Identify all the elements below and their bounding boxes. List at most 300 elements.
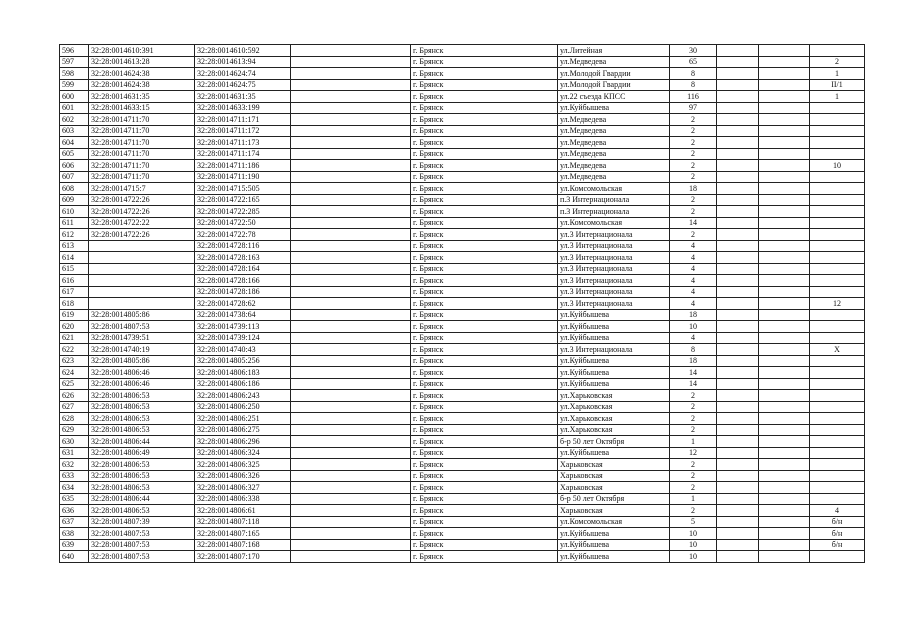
table-row: [60, 286, 865, 298]
apartment-cell: [810, 482, 865, 494]
empty-cell: [717, 194, 759, 206]
empty-cell: [291, 355, 411, 367]
apartment-cell: [810, 378, 865, 390]
row-number: 637: [60, 516, 89, 528]
table-row: [60, 424, 865, 436]
city-cell: г. Брянск: [411, 160, 558, 172]
city-cell: г. Брянск: [411, 493, 558, 505]
parcel-cadastral-number: 32:28:0014806:49: [89, 447, 195, 459]
table-row: [60, 194, 865, 206]
street-cell: ул.Комсомольская: [558, 217, 670, 229]
table-row: [60, 390, 865, 402]
object-cadastral-number: 32:28:0014722:50: [195, 217, 291, 229]
house-number-cell: 2: [670, 482, 717, 494]
street-cell: ул.Харьковская: [558, 424, 670, 436]
object-cadastral-number: 32:28:0014711:190: [195, 171, 291, 183]
empty-cell: [717, 275, 759, 287]
empty-cell: [717, 286, 759, 298]
object-cadastral-number: 32:28:0014715:505: [195, 183, 291, 195]
table-row: [60, 114, 865, 126]
street-cell: ул.Комсомольская: [558, 516, 670, 528]
city-cell: г. Брянск: [411, 171, 558, 183]
empty-cell: [717, 459, 759, 471]
row-number: 628: [60, 413, 89, 425]
empty-cell: [759, 459, 810, 471]
apartment-cell: б/н: [810, 539, 865, 551]
empty-cell: [291, 332, 411, 344]
empty-cell: [717, 482, 759, 494]
object-cadastral-number: 32:28:0014806:338: [195, 493, 291, 505]
empty-cell: [291, 148, 411, 160]
empty-cell: [717, 217, 759, 229]
object-cadastral-number: 32:28:0014806:250: [195, 401, 291, 413]
house-number-cell: 18: [670, 309, 717, 321]
house-number-cell: 2: [670, 470, 717, 482]
empty-cell: [759, 137, 810, 149]
apartment-cell: [810, 45, 865, 57]
table-row: [60, 229, 865, 241]
house-number-cell: 10: [670, 321, 717, 333]
parcel-cadastral-number: [89, 275, 195, 287]
empty-cell: [291, 91, 411, 103]
house-number-cell: 10: [670, 551, 717, 563]
empty-cell: [291, 206, 411, 218]
row-number: 607: [60, 171, 89, 183]
city-cell: г. Брянск: [411, 217, 558, 229]
table-row: [60, 436, 865, 448]
empty-cell: [291, 229, 411, 241]
empty-cell: [291, 217, 411, 229]
object-cadastral-number: 32:28:0014806:183: [195, 367, 291, 379]
parcel-cadastral-number: 32:28:0014633:15: [89, 102, 195, 114]
table-row: [60, 45, 865, 57]
empty-cell: [291, 321, 411, 333]
empty-cell: [291, 470, 411, 482]
city-cell: г. Брянск: [411, 516, 558, 528]
city-cell: г. Брянск: [411, 321, 558, 333]
parcel-cadastral-number: 32:28:0014711:70: [89, 160, 195, 172]
house-number-cell: 97: [670, 102, 717, 114]
apartment-cell: X: [810, 344, 865, 356]
parcel-cadastral-number: 32:28:0014806:53: [89, 424, 195, 436]
object-cadastral-number: 32:28:0014740:43: [195, 344, 291, 356]
empty-cell: [759, 263, 810, 275]
street-cell: ул.Медведева: [558, 148, 670, 160]
empty-cell: [759, 551, 810, 563]
apartment-cell: [810, 125, 865, 137]
empty-cell: [291, 539, 411, 551]
row-number: 613: [60, 240, 89, 252]
table-row: [60, 68, 865, 80]
house-number-cell: 5: [670, 516, 717, 528]
parcel-cadastral-number: 32:28:0014610:391: [89, 45, 195, 57]
apartment-cell: [810, 206, 865, 218]
empty-cell: [759, 125, 810, 137]
empty-cell: [291, 551, 411, 563]
empty-cell: [717, 114, 759, 126]
street-cell: ул.Литейная: [558, 45, 670, 57]
parcel-cadastral-number: 32:28:0014807:39: [89, 516, 195, 528]
table-row: [60, 516, 865, 528]
apartment-cell: [810, 148, 865, 160]
apartment-cell: [810, 321, 865, 333]
table-row: [60, 482, 865, 494]
object-cadastral-number: 32:28:0014624:74: [195, 68, 291, 80]
object-cadastral-number: 32:28:0014806:325: [195, 459, 291, 471]
street-cell: ул.Медведева: [558, 137, 670, 149]
empty-cell: [717, 470, 759, 482]
apartment-cell: [810, 436, 865, 448]
street-cell: ул.Медведева: [558, 171, 670, 183]
house-number-cell: 2: [670, 194, 717, 206]
empty-cell: [759, 493, 810, 505]
empty-cell: [717, 424, 759, 436]
object-cadastral-number: 32:28:0014728:116: [195, 240, 291, 252]
object-cadastral-number: 32:28:0014807:168: [195, 539, 291, 551]
street-cell: б-р 50 лет Октября: [558, 493, 670, 505]
object-cadastral-number: 32:28:0014711:171: [195, 114, 291, 126]
street-cell: Харьковская: [558, 482, 670, 494]
empty-cell: [759, 160, 810, 172]
apartment-cell: б/н: [810, 516, 865, 528]
parcel-cadastral-number: 32:28:0014711:70: [89, 137, 195, 149]
city-cell: г. Брянск: [411, 424, 558, 436]
street-cell: ул.3 Интернационала: [558, 286, 670, 298]
parcel-cadastral-number: 32:28:0014722:26: [89, 206, 195, 218]
parcel-cadastral-number: 32:28:0014624:38: [89, 79, 195, 91]
apartment-cell: [810, 447, 865, 459]
apartment-cell: [810, 551, 865, 563]
house-number-cell: 18: [670, 355, 717, 367]
apartment-cell: 1: [810, 91, 865, 103]
empty-cell: [717, 493, 759, 505]
city-cell: г. Брянск: [411, 229, 558, 241]
empty-cell: [759, 68, 810, 80]
house-number-cell: 8: [670, 344, 717, 356]
table-row: [60, 401, 865, 413]
empty-cell: [759, 344, 810, 356]
row-number: 619: [60, 309, 89, 321]
empty-cell: [759, 206, 810, 218]
street-cell: п.3 Интернационала: [558, 206, 670, 218]
parcel-cadastral-number: 32:28:0014806:44: [89, 436, 195, 448]
row-number: 635: [60, 493, 89, 505]
table-row: [60, 539, 865, 551]
house-number-cell: 2: [670, 114, 717, 126]
apartment-cell: [810, 137, 865, 149]
table-row: [60, 263, 865, 275]
apartment-cell: [810, 367, 865, 379]
city-cell: г. Брянск: [411, 275, 558, 287]
table-row: [60, 206, 865, 218]
empty-cell: [759, 114, 810, 126]
row-number: 616: [60, 275, 89, 287]
empty-cell: [759, 56, 810, 68]
parcel-cadastral-number: [89, 240, 195, 252]
apartment-cell: [810, 171, 865, 183]
empty-cell: [291, 390, 411, 402]
street-cell: Харьковская: [558, 459, 670, 471]
city-cell: г. Брянск: [411, 470, 558, 482]
street-cell: ул.3 Интернационала: [558, 344, 670, 356]
row-number: 612: [60, 229, 89, 241]
house-number-cell: 2: [670, 459, 717, 471]
apartment-cell: [810, 309, 865, 321]
empty-cell: [717, 390, 759, 402]
empty-cell: [759, 367, 810, 379]
table-row: [60, 160, 865, 172]
apartment-cell: б/н: [810, 528, 865, 540]
empty-cell: [717, 240, 759, 252]
empty-cell: [717, 355, 759, 367]
row-number: 630: [60, 436, 89, 448]
parcel-cadastral-number: 32:28:0014806:53: [89, 401, 195, 413]
empty-cell: [717, 171, 759, 183]
empty-cell: [759, 275, 810, 287]
object-cadastral-number: 32:28:0014728:163: [195, 252, 291, 264]
table-row: [60, 332, 865, 344]
row-number: 625: [60, 378, 89, 390]
street-cell: ул.Медведева: [558, 160, 670, 172]
apartment-cell: 4: [810, 505, 865, 517]
street-cell: ул.Медведева: [558, 125, 670, 137]
city-cell: г. Брянск: [411, 505, 558, 517]
street-cell: ул.22 съезда КПСС: [558, 91, 670, 103]
empty-cell: [717, 551, 759, 563]
street-cell: ул.Куйбышева: [558, 355, 670, 367]
table-row: [60, 470, 865, 482]
empty-cell: [291, 367, 411, 379]
empty-cell: [759, 298, 810, 310]
object-cadastral-number: 32:28:0014806:243: [195, 390, 291, 402]
empty-cell: [291, 114, 411, 126]
empty-cell: [291, 68, 411, 80]
row-number: 604: [60, 137, 89, 149]
table-row: [60, 275, 865, 287]
street-cell: ул.Куйбышева: [558, 367, 670, 379]
empty-cell: [717, 56, 759, 68]
table-row: [60, 217, 865, 229]
city-cell: г. Брянск: [411, 344, 558, 356]
empty-cell: [759, 45, 810, 57]
object-cadastral-number: 32:28:0014806:326: [195, 470, 291, 482]
empty-cell: [291, 252, 411, 264]
empty-cell: [717, 332, 759, 344]
apartment-cell: [810, 252, 865, 264]
empty-cell: [291, 102, 411, 114]
empty-cell: [291, 298, 411, 310]
table-row: [60, 378, 865, 390]
object-cadastral-number: 32:28:0014807:165: [195, 528, 291, 540]
street-cell: ул.Медведева: [558, 56, 670, 68]
house-number-cell: 2: [670, 148, 717, 160]
city-cell: г. Брянск: [411, 367, 558, 379]
street-cell: ул.Комсомольская: [558, 183, 670, 195]
table-row: [60, 56, 865, 68]
city-cell: г. Брянск: [411, 263, 558, 275]
parcel-cadastral-number: 32:28:0014805:86: [89, 309, 195, 321]
table-row: [60, 298, 865, 310]
empty-cell: [759, 482, 810, 494]
street-cell: ул.Куйбышева: [558, 309, 670, 321]
city-cell: г. Брянск: [411, 194, 558, 206]
empty-cell: [759, 148, 810, 160]
city-cell: г. Брянск: [411, 45, 558, 57]
row-number: 611: [60, 217, 89, 229]
table-row: [60, 171, 865, 183]
house-number-cell: 14: [670, 367, 717, 379]
apartment-cell: [810, 194, 865, 206]
apartment-cell: 1: [810, 68, 865, 80]
empty-cell: [759, 321, 810, 333]
empty-cell: [717, 148, 759, 160]
city-cell: г. Брянск: [411, 390, 558, 402]
table-row: [60, 137, 865, 149]
house-number-cell: 2: [670, 505, 717, 517]
parcel-cadastral-number: 32:28:0014624:38: [89, 68, 195, 80]
apartment-cell: [810, 413, 865, 425]
empty-cell: [717, 102, 759, 114]
empty-cell: [759, 401, 810, 413]
row-number: 609: [60, 194, 89, 206]
city-cell: г. Брянск: [411, 436, 558, 448]
row-number: 618: [60, 298, 89, 310]
street-cell: п.3 Интернационала: [558, 194, 670, 206]
empty-cell: [717, 263, 759, 275]
table-row: [60, 309, 865, 321]
parcel-cadastral-number: 32:28:0014631:35: [89, 91, 195, 103]
table-row: [60, 447, 865, 459]
table-row: [60, 551, 865, 563]
empty-cell: [717, 252, 759, 264]
house-number-cell: 8: [670, 79, 717, 91]
row-number: 631: [60, 447, 89, 459]
street-cell: Харьковская: [558, 505, 670, 517]
empty-cell: [291, 378, 411, 390]
parcel-cadastral-number: 32:28:0014806:53: [89, 459, 195, 471]
empty-cell: [759, 309, 810, 321]
row-number: 638: [60, 528, 89, 540]
parcel-cadastral-number: 32:28:0014739:51: [89, 332, 195, 344]
object-cadastral-number: 32:28:0014739:124: [195, 332, 291, 344]
empty-cell: [717, 183, 759, 195]
street-cell: ул.Харьковская: [558, 401, 670, 413]
empty-cell: [759, 378, 810, 390]
empty-cell: [759, 79, 810, 91]
house-number-cell: 30: [670, 45, 717, 57]
empty-cell: [759, 332, 810, 344]
empty-cell: [717, 528, 759, 540]
parcel-cadastral-number: 32:28:0014711:70: [89, 148, 195, 160]
empty-cell: [291, 275, 411, 287]
apartment-cell: [810, 229, 865, 241]
empty-cell: [291, 344, 411, 356]
street-cell: ул.3 Интернационала: [558, 275, 670, 287]
row-number: 622: [60, 344, 89, 356]
house-number-cell: 14: [670, 217, 717, 229]
registry-table-body: [60, 45, 865, 563]
parcel-cadastral-number: 32:28:0014722:26: [89, 194, 195, 206]
empty-cell: [717, 45, 759, 57]
street-cell: ул.Медведева: [558, 114, 670, 126]
empty-cell: [291, 401, 411, 413]
house-number-cell: 10: [670, 528, 717, 540]
empty-cell: [759, 516, 810, 528]
city-cell: г. Брянск: [411, 102, 558, 114]
row-number: 615: [60, 263, 89, 275]
object-cadastral-number: 32:28:0014631:35: [195, 91, 291, 103]
row-number: 601: [60, 102, 89, 114]
empty-cell: [759, 470, 810, 482]
parcel-cadastral-number: 32:28:0014740:19: [89, 344, 195, 356]
street-cell: ул.Куйбышева: [558, 321, 670, 333]
object-cadastral-number: 32:28:0014613:94: [195, 56, 291, 68]
object-cadastral-number: 32:28:0014610:592: [195, 45, 291, 57]
row-number: 597: [60, 56, 89, 68]
house-number-cell: 2: [670, 160, 717, 172]
table-row: [60, 252, 865, 264]
parcel-cadastral-number: 32:28:0014806:46: [89, 378, 195, 390]
empty-cell: [291, 424, 411, 436]
city-cell: г. Брянск: [411, 332, 558, 344]
object-cadastral-number: 32:28:0014624:75: [195, 79, 291, 91]
table-row: [60, 125, 865, 137]
row-number: 640: [60, 551, 89, 563]
street-cell: ул.Куйбышева: [558, 332, 670, 344]
row-number: 608: [60, 183, 89, 195]
row-number: 599: [60, 79, 89, 91]
parcel-cadastral-number: 32:28:0014806:53: [89, 482, 195, 494]
street-cell: ул.Харьковская: [558, 413, 670, 425]
parcel-cadastral-number: [89, 252, 195, 264]
empty-cell: [759, 91, 810, 103]
empty-cell: [291, 183, 411, 195]
empty-cell: [291, 45, 411, 57]
parcel-cadastral-number: 32:28:0014806:53: [89, 390, 195, 402]
parcel-cadastral-number: 32:28:0014613:28: [89, 56, 195, 68]
parcel-cadastral-number: 32:28:0014711:70: [89, 171, 195, 183]
empty-cell: [759, 171, 810, 183]
parcel-cadastral-number: [89, 263, 195, 275]
city-cell: г. Брянск: [411, 125, 558, 137]
object-cadastral-number: 32:28:0014806:327: [195, 482, 291, 494]
empty-cell: [291, 56, 411, 68]
empty-cell: [759, 447, 810, 459]
empty-cell: [717, 367, 759, 379]
parcel-cadastral-number: 32:28:0014807:53: [89, 321, 195, 333]
object-cadastral-number: 32:28:0014711:174: [195, 148, 291, 160]
city-cell: г. Брянск: [411, 401, 558, 413]
object-cadastral-number: 32:28:0014722:285: [195, 206, 291, 218]
empty-cell: [717, 206, 759, 218]
parcel-cadastral-number: 32:28:0014806:53: [89, 505, 195, 517]
parcel-cadastral-number: [89, 286, 195, 298]
parcel-cadastral-number: [89, 298, 195, 310]
empty-cell: [717, 344, 759, 356]
apartment-cell: [810, 401, 865, 413]
house-number-cell: 12: [670, 447, 717, 459]
table-row: [60, 528, 865, 540]
city-cell: г. Брянск: [411, 240, 558, 252]
object-cadastral-number: 32:28:0014806:61: [195, 505, 291, 517]
empty-cell: [759, 355, 810, 367]
parcel-cadastral-number: 32:28:0014722:26: [89, 229, 195, 241]
street-cell: ул.Молодой Гвардии: [558, 79, 670, 91]
city-cell: г. Брянск: [411, 252, 558, 264]
apartment-cell: [810, 459, 865, 471]
object-cadastral-number: 32:28:0014807:118: [195, 516, 291, 528]
empty-cell: [291, 436, 411, 448]
